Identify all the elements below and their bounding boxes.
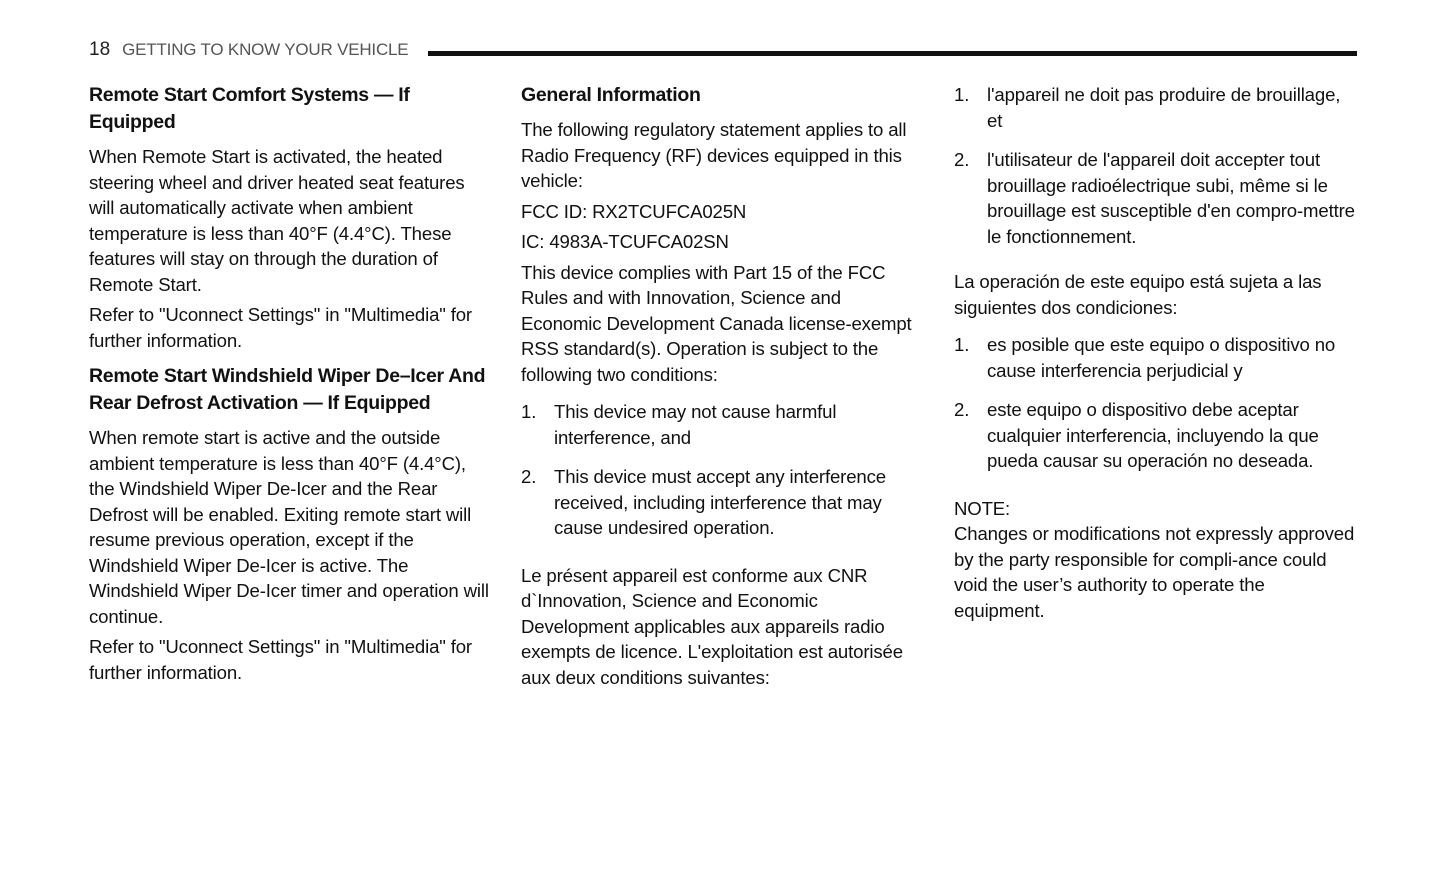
page-number: 18	[89, 39, 111, 60]
paragraph-spanish-conditions: La operación de este equipo está sujeta a las siguientes dos condiciones:	[954, 271, 1322, 318]
section-title: GETTING TO KNOW YOUR VEHICLE	[122, 40, 409, 59]
list-item-text: This device must accept any interference received, including interference that may cause undesired operation.	[554, 466, 886, 538]
list-item-text: es posible que este equipo o dispositivo no cause interferencia perjudicial y	[987, 334, 1336, 381]
column-3	[954, 82, 1358, 628]
page-header	[89, 38, 1357, 62]
heading-remote-start-comfort: Remote Start Comfort Systems — If Equipped	[89, 84, 410, 133]
note-text: Changes or modifications not expressly approved by the party responsible for compli-ance could void the user’s authority to operate the equipment.	[954, 523, 1355, 621]
heading-wiper-deicer: Remote Start Windshield Wiper De–Icer And Rear Defrost Activation — If Equipped	[89, 365, 486, 414]
conditions-list-fr	[954, 82, 1358, 249]
column-2	[521, 82, 923, 695]
list-item-number: 2.	[954, 149, 970, 170]
list-item-number: 1.	[521, 401, 537, 422]
ic-id: IC: 4983A-TCUFCA02SN	[521, 231, 729, 252]
column-1	[89, 82, 491, 690]
list-item-number: 2.	[954, 399, 970, 420]
list-item	[954, 82, 1358, 133]
list-item	[954, 397, 1358, 474]
note-label: NOTE:	[954, 497, 1011, 519]
heading-general-information: General Information	[521, 84, 701, 106]
paragraph-deicer-description: When remote start is active and the outside ambient temperature is less than 40°F (4.4°C), the Windshield Wiper De-Icer and the Rear Defrost will be enabled. Exiting remote start will resume previous operation, except if the Windshield Wiper De-Icer is active. The Windshield Wiper De-Icer timer and operation will continue.	[89, 427, 489, 627]
list-item-text: este equipo o dispositivo debe aceptar cualquier interferencia, incluyendo la que pueda causar su operación no deseada.	[987, 399, 1319, 471]
list-item-number: 1.	[954, 334, 970, 355]
paragraph-regulatory-intro: The following regulatory statement applies to all Radio Frequency (RF) devices equipped in this vehicle:	[521, 119, 907, 191]
list-item-number: 2.	[521, 466, 537, 487]
paragraph-comfort-description: When Remote Start is activated, the heated steering wheel and driver heated seat features will automatically activate when ambient temperature is less than 40°F (4.4°C). These features will stay on through the duration of Remote Start.	[89, 146, 465, 295]
list-item-number: 1.	[954, 84, 970, 105]
list-item	[521, 399, 923, 450]
paragraph-french-compliance: Le présent appareil est conforme aux CNR d`Innovation, Science and Economic Development applicables aux appareils radio exempts de licence. L'exploitation est autorisée aux deux conditions suivantes:	[521, 564, 903, 688]
paragraph-comfort-refer: Refer to "Uconnect Settings" in "Multimedia" for further information.	[89, 304, 472, 351]
fcc-id: FCC ID: RX2TCUFCA025N	[521, 200, 747, 222]
conditions-list-en	[521, 399, 923, 541]
header-rule	[428, 51, 1357, 56]
list-item	[954, 332, 1358, 383]
conditions-list-es	[954, 332, 1358, 474]
paragraph-fcc-compliance: This device complies with Part 15 of the FCC Rules and with Innovation, Science and Economic Development Canada license-exempt RSS standard(s). Operation is subject to the following two conditions:	[521, 261, 912, 385]
list-item-text: l'utilisateur de l'appareil doit accepter tout brouillage radioélectrique subi, même si le brouillage est susceptible d'en compro-mettre le fonctionnement.	[987, 149, 1355, 247]
list-item-text: l'appareil ne doit pas produire de brouillage, et	[987, 84, 1341, 131]
list-item	[954, 147, 1358, 249]
list-item-text: This device may not cause harmful interference, and	[554, 401, 837, 448]
paragraph-deicer-refer: Refer to "Uconnect Settings" in "Multimedia" for further information.	[89, 636, 472, 683]
list-item	[521, 464, 923, 541]
